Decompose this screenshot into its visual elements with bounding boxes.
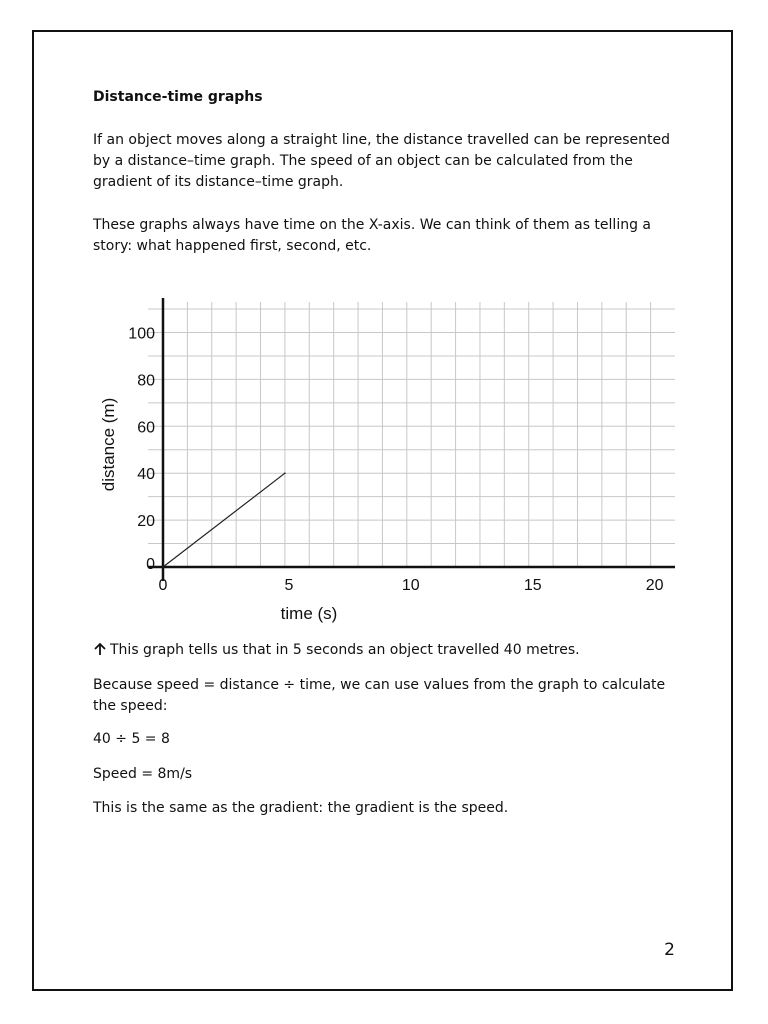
page-number: 2 [664,940,675,960]
y-tick-label: 40 [137,466,155,484]
graph-summary-text: This graph tells us that in 5 seconds an object travelled 40 metres. [110,642,580,658]
data-point [162,566,164,568]
chart-axes [148,298,675,581]
calculation: 40 ÷ 5 = 8 [93,731,170,747]
chart-tick-labels [128,325,663,594]
x-tick-label: 10 [401,577,420,594]
y-tick-label: 0 [146,556,155,573]
distance-time-chart [90,290,690,630]
x-axis-label: time (s) [280,604,338,623]
y-tick-label: 80 [137,372,155,390]
gradient-note: This is the same as the gradient: the gradient is the speed. [93,800,509,816]
y-axis-label: distance (m) [99,397,118,492]
y-tick-label: 60 [137,419,155,437]
chart-grid [148,302,675,567]
speed-result: Speed = 8m/s [93,766,193,782]
chart-svg [90,290,690,630]
x-tick-label: 20 [645,577,664,594]
speed-explanation: Because speed = distance ÷ time, we can use values from the graph to calculate the speed: [93,677,666,714]
axis-paragraph: These graphs always have time on the X-axis. We can think of them as telling a story: what happened first, second, etc. [93,217,651,254]
data-point [284,472,286,474]
x-tick-label: 15 [523,577,542,594]
intro-paragraph: If an object moves along a straight line, the distance travelled can be represented by a distance–time graph. The speed of an object can be calculated from the gradient of its distance–time graph. [93,132,670,190]
x-tick-label: 0 [158,577,168,594]
y-tick-label: 20 [137,513,155,531]
x-tick-label: 5 [284,577,294,594]
page-title: Distance-time graphs [93,89,263,105]
up-arrow-icon [93,642,107,656]
graph-summary [93,640,683,661]
y-tick-label: 100 [128,325,155,343]
